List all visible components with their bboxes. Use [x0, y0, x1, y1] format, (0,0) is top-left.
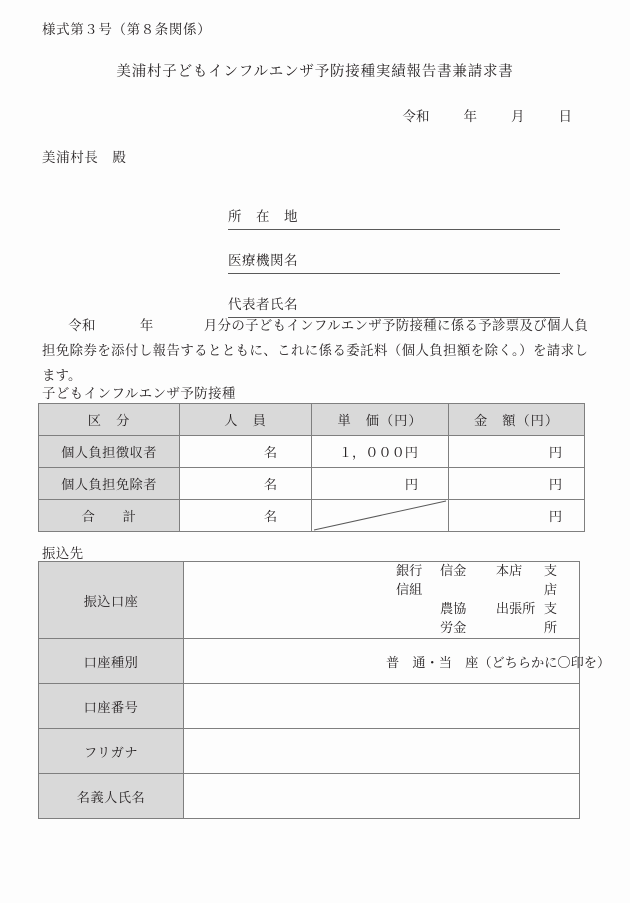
addressee-honorific: 殿: [112, 150, 127, 166]
cell-amount-exempt[interactable]: 円: [449, 468, 585, 500]
table-row: [39, 639, 580, 684]
cell-unit-price-collected: １，０００円: [312, 436, 449, 468]
address-label: 所 在 地: [228, 209, 298, 225]
date-year-unit: 年: [463, 109, 477, 125]
branch-branch-office[interactable]: 支店: [543, 564, 557, 598]
row-label-account-number: 口座番号: [39, 684, 184, 729]
cell-count-collected[interactable]: 名: [180, 436, 312, 468]
body-year-unit: 年: [139, 319, 154, 334]
cell-unit-price-total-struck: [312, 500, 449, 532]
body-text-line2: 除券を添付し報告するとともに、これに係る委託料（個人負担額を除く。）を請求します。: [42, 344, 588, 384]
bank-section-caption: 振込先: [42, 547, 84, 562]
row-label-account-type: 口座種別: [39, 639, 184, 684]
row-label-total: 合 計: [39, 500, 180, 532]
account-type-separator: ・: [425, 655, 439, 671]
addressee-name: 美浦村長: [42, 150, 99, 166]
institution-label: 医療機関名: [228, 253, 298, 269]
field-row-institution: [228, 230, 560, 274]
cell-count-exempt[interactable]: 名: [180, 468, 312, 500]
table-row: [39, 468, 585, 500]
field-row-address: [228, 186, 560, 230]
cell-account-type[interactable]: [184, 639, 611, 684]
cell-amount-collected[interactable]: 円: [449, 436, 585, 468]
form-number: 様式第３号（第８条関係）: [42, 22, 212, 38]
table-row: [39, 562, 580, 639]
branch-options-line1: [494, 562, 557, 600]
institution-shinkin[interactable]: 信金: [440, 564, 467, 579]
institution-shinkumi[interactable]: 信組: [396, 583, 423, 598]
account-institution-grid: [196, 562, 567, 638]
date-era: 令和: [402, 109, 430, 125]
row-label-holder-name: 名義人氏名: [39, 774, 184, 819]
branch-sub-office[interactable]: 出張所: [495, 602, 536, 617]
row-label-furigana: フリガナ: [39, 729, 184, 774]
header-category: 区 分: [39, 404, 180, 436]
account-type-line: [196, 639, 611, 683]
addressee-line: [42, 146, 127, 166]
cell-account-institution[interactable]: [184, 562, 580, 639]
account-type-futsuu[interactable]: 普 通: [386, 655, 426, 671]
account-type-note: （どちらかに〇印を）: [478, 655, 611, 671]
institution-options-line1: [396, 562, 494, 600]
header-unit-price: 単 価（円）: [312, 404, 449, 436]
row-label-exempt: 個人負担免除者: [39, 468, 180, 500]
institution-options-line2: [396, 600, 494, 638]
date-month-unit: 月: [511, 109, 525, 125]
institution-bank[interactable]: 銀行: [396, 564, 423, 579]
cell-account-number[interactable]: [184, 684, 580, 729]
row-label-account: 振込口座: [39, 562, 184, 639]
branch-sub-branch[interactable]: 支所: [543, 602, 557, 636]
cell-count-total[interactable]: 名: [180, 500, 312, 532]
issue-date-line: [0, 105, 572, 125]
body-text-line1: 月分の子どもインフルエンザ予防接種に係る予診票及び個人負担免: [42, 319, 588, 359]
table-row: [39, 500, 585, 532]
branch-options: [494, 562, 557, 638]
institution-rokin[interactable]: 労金: [440, 621, 467, 636]
representative-label: 代表者氏名: [228, 297, 298, 313]
cell-amount-total[interactable]: 円: [449, 500, 585, 532]
cell-unit-price-exempt[interactable]: 円: [312, 468, 449, 500]
header-count: 人 員: [180, 404, 312, 436]
date-day-unit: 日: [558, 109, 572, 125]
institution-options: [396, 562, 494, 638]
table-row: [39, 774, 580, 819]
vaccination-table: [38, 403, 585, 532]
institution-nokyo[interactable]: 農協: [440, 602, 467, 617]
table-row: [39, 436, 585, 468]
branch-head-office[interactable]: 本店: [495, 564, 523, 579]
table-row: [39, 684, 580, 729]
body-paragraph: [42, 314, 588, 389]
header-amount: 金 額（円）: [449, 404, 585, 436]
table-row: [39, 729, 580, 774]
page-title: 美浦村子どもインフルエンザ予防接種実績報告書兼請求書: [116, 64, 514, 80]
branch-options-line2: [494, 600, 557, 638]
field-row-representative: [228, 274, 560, 318]
diagonal-strike-icon: [312, 500, 448, 531]
account-type-touza[interactable]: 当 座: [438, 655, 479, 671]
vaccination-section-caption: 子どもインフルエンザ予防接種: [42, 387, 236, 402]
bank-transfer-table: [38, 561, 611, 819]
issuer-fields: [228, 186, 560, 318]
cell-holder-name[interactable]: [184, 774, 580, 819]
cell-furigana[interactable]: [184, 729, 580, 774]
body-era: 令和: [68, 319, 96, 334]
row-label-collected: 個人負担徴収者: [39, 436, 180, 468]
table-header-row: [39, 404, 585, 436]
